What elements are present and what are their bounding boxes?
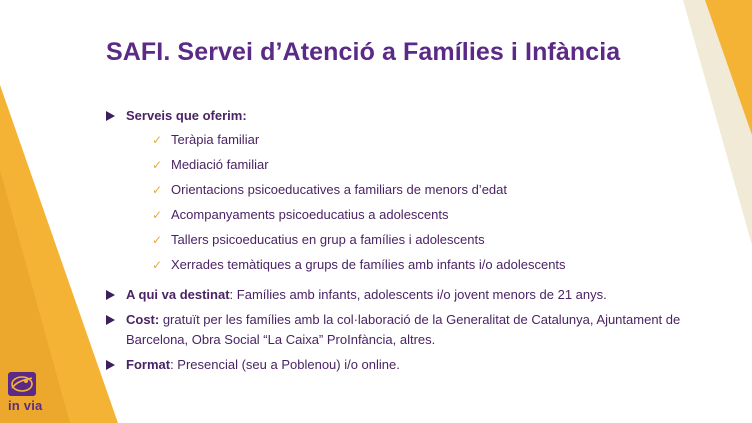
bullet-cost — [106, 310, 696, 350]
services-label: Serveis que oferim: — [126, 108, 247, 123]
format-label: Format — [126, 357, 171, 372]
triangle-bullet-icon — [106, 290, 115, 300]
triangle-bullet-icon — [106, 111, 115, 121]
audience-label: A qui va destinat — [126, 287, 230, 302]
list-item: ✓ Mediació familiar — [126, 155, 696, 180]
list-item: ✓ Tallers psicoeducatius en grup a famílies i adolescents — [126, 230, 696, 255]
list-item: ✓ Xerrades temàtiques a grups de famílies amb infants i/o adolescents — [126, 255, 696, 280]
checkmark-icon: ✓ — [152, 158, 163, 172]
invia-logo-icon — [8, 372, 36, 396]
triangle-bullet-icon — [106, 315, 115, 325]
checkmark-icon: ✓ — [152, 208, 163, 222]
bullet-audience — [106, 285, 696, 305]
logo-text: in via — [8, 398, 43, 413]
content-list — [106, 106, 696, 375]
list-item: ✓ Orientacions psicoeducatives a familiars de menors d’edat — [126, 180, 696, 205]
checkmark-icon: ✓ — [152, 258, 163, 272]
checkmark-icon: ✓ — [152, 133, 163, 147]
cost-label: Cost: — [126, 312, 160, 327]
format-text: : Presencial (seu a Poblenou) i/o online. — [170, 357, 400, 372]
bullet-services — [106, 106, 696, 280]
list-item: ✓ Acompanyaments psicoeducatius a adolescents — [126, 205, 696, 230]
page-title: SAFI. Servei d’Atenció a Famílies i Infància — [106, 38, 621, 66]
bullet-format — [106, 355, 696, 375]
cost-text: gratuït per les famílies amb la col·laboració de la Generalitat de Catalunya, Ajuntament de Barcelona, Obra Social “La Caixa” ProInfància, altres. — [126, 312, 681, 347]
triangle-bullet-icon — [106, 360, 115, 370]
invia-logo — [8, 372, 53, 413]
checkmark-icon: ✓ — [152, 233, 163, 247]
services-list — [126, 130, 696, 280]
audience-text: : Famílies amb infants, adolescents i/o jovent menors de 21 anys. — [229, 287, 607, 302]
checkmark-icon: ✓ — [152, 183, 163, 197]
list-item: ✓ Teràpia familiar — [126, 130, 696, 155]
